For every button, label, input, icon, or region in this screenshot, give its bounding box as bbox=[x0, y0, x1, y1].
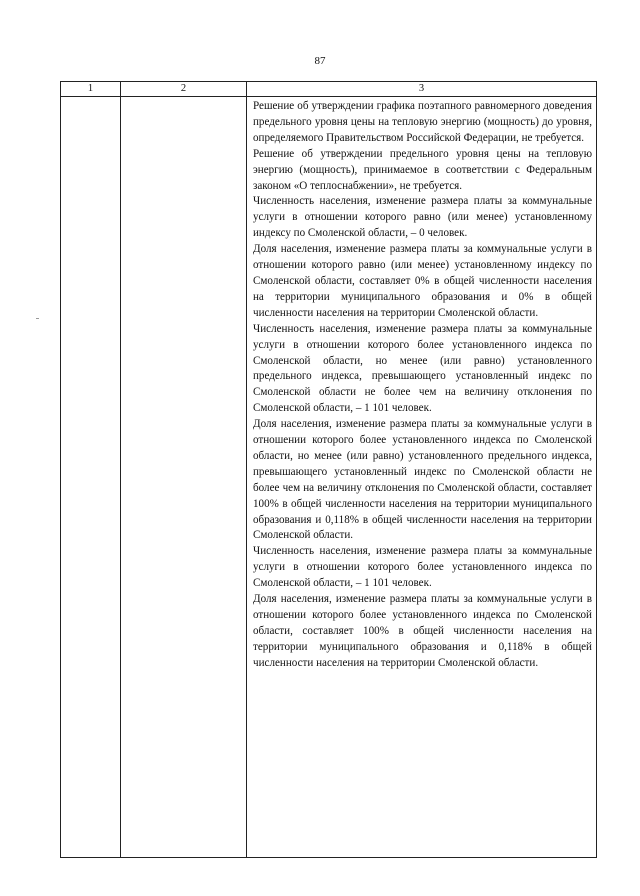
cell-column-2 bbox=[121, 97, 247, 858]
paragraph-share-above-index: Доля населения, изменение размера платы за коммунальные услуги в отношении которого более установленного индекса по Смоленской области, составляет 100% в общей численности населения на территории муниципального образования и 0,118% в общей численности населения на территории Смоленской области. bbox=[253, 593, 592, 669]
paragraph-population-above-index: Численность населения, изменение размера платы за коммунальные услуги в отношении которого более установленного индекса по Смоленской области, – 1 101 человек. bbox=[253, 545, 592, 590]
cell-column-3 bbox=[247, 97, 597, 858]
table-body-row bbox=[61, 97, 597, 858]
page-number: 87 bbox=[314, 55, 326, 67]
scan-margin-mark bbox=[36, 318, 39, 319]
column-header-3: 3 bbox=[247, 82, 597, 97]
paragraph-population-within-deviation: Численность населения, изменение размера платы за коммунальные услуги в отношении которого более установленного индекса по Смоленской области, но менее (или равно) установленного предельного индекса, превышающего установленный индекс по Смоленской области не более чем на величину отклонения по Смоленской области, – 1 101 человек. bbox=[253, 322, 592, 415]
document-table bbox=[60, 81, 597, 858]
paragraph-share-equal-index: Доля населения, изменение размера платы за коммунальные услуги в отношении которого равно (или менее) установленному индексу по Смоленской области, составляет 0% в общей численности населения на территории муниципального образования и 0% в общей численности населения на территории Смоленской области. bbox=[253, 243, 592, 319]
cell-column-3-content bbox=[247, 97, 596, 672]
paragraph-population-equal-index: Численность населения, изменение размера платы за коммунальные услуги в отношении которого равно (или менее) установленному индексу по Смоленской области, – 0 человек. bbox=[253, 195, 592, 240]
cell-column-1 bbox=[61, 97, 121, 858]
column-header-2: 2 bbox=[121, 82, 247, 97]
paragraph-schedule-decision: Решение об утверждении графика поэтапного равномерного доведения предельного уровня цены на тепловую энергию (мощность) до уровня, определяемого Правительством Российской Федерации, не требуется. bbox=[253, 100, 592, 144]
paragraph-share-within-deviation: Доля населения, изменение размера платы за коммунальные услуги в отношении которого более установленного индекса по Смоленской области, но менее (или равно) установленного предельного индекса, превышающего установленный индекс по Смоленской области не более чем на величину отклонения по Смоленской области, составляет 100% в общей численности населения на территории муниципального образования и 0,118% в общей численности населения на территории Смоленской области. bbox=[253, 418, 592, 542]
column-header-1: 1 bbox=[61, 82, 121, 97]
paragraph-price-limit-decision: Решение об утверждении предельного уровня цены на тепловую энергию (мощность), принимаемое в соответствии с Федеральным законом «О теплоснабжении», не требуется. bbox=[253, 147, 592, 192]
table-header-row bbox=[61, 82, 597, 97]
